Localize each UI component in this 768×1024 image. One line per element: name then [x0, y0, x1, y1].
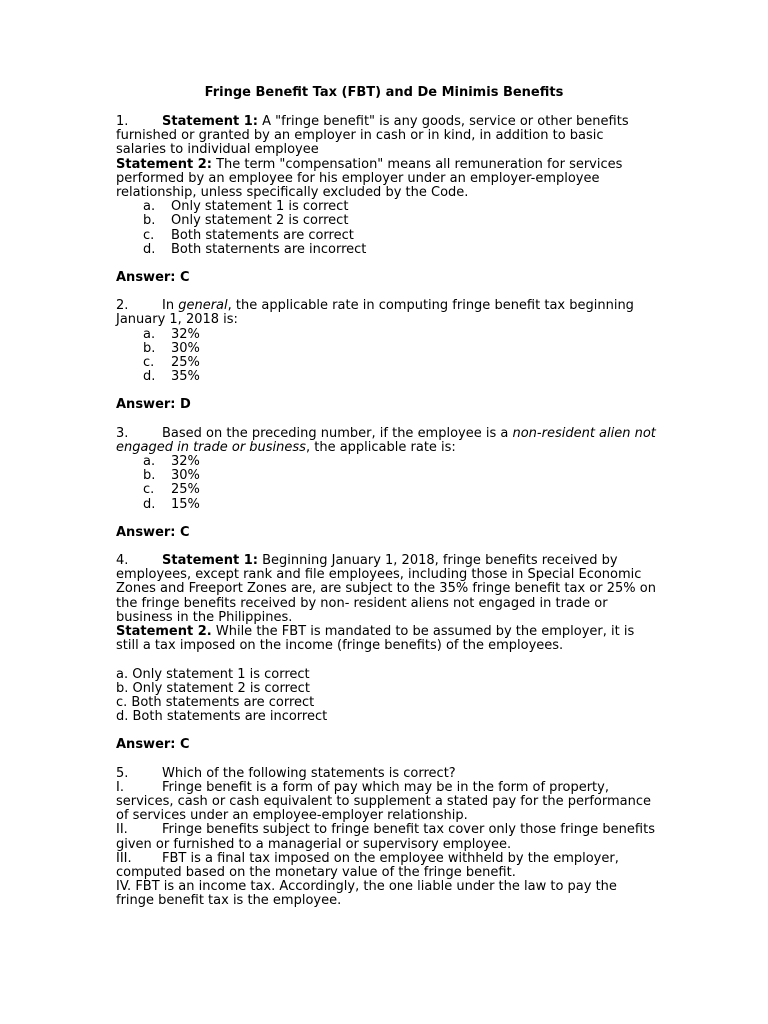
q5-number: 5. — [116, 765, 129, 781]
question-5 — [116, 767, 656, 909]
q1-number: 1. — [116, 114, 129, 129]
q5-item-4: IV. FBT is an income tax. Accordingly, the one liable under the law to pay the fringe benefit tax is the employee. — [116, 879, 617, 909]
option-letter: c. — [143, 227, 155, 243]
q1-answer — [116, 271, 656, 285]
option-letter: c. — [143, 482, 155, 498]
document-title: Fringe Benefit Tax (FBT) and De Minimis Benefits — [204, 85, 564, 100]
option-letter: b. — [143, 340, 156, 356]
option-letter: d. — [143, 241, 156, 257]
option-text: 25% — [171, 355, 200, 371]
option-letter: b. — [143, 213, 156, 229]
roman-numeral: I. — [116, 779, 124, 795]
q2-answer — [116, 398, 656, 412]
answer-text: Answer: C — [116, 524, 190, 540]
q4-option-a: a. Only statement 1 is correct — [116, 666, 310, 682]
answer-text: Answer: D — [116, 397, 191, 413]
q3-option-a — [116, 455, 656, 469]
item-text: Fringe benefits subject to fringe benefit tax cover only those fringe benefits given or furnished to a managerial or supervisory employee. — [116, 822, 655, 852]
option-text: Both statements are correct — [171, 227, 354, 243]
q2-text-1: In — [162, 298, 179, 314]
roman-numeral: III. — [116, 850, 132, 866]
document-body — [116, 115, 656, 909]
q4-option-c: c. Both statements are correct — [116, 694, 315, 710]
option-text: Only statement 1 is correct — [171, 199, 349, 215]
q2-text-2: , the applicable rate in computing fringe benefit tax beginning January 1, 2018 is: — [116, 298, 634, 328]
q3-text — [116, 427, 656, 455]
option-text: 25% — [171, 482, 200, 498]
q4-statement-2 — [116, 625, 656, 653]
q5-item-3 — [116, 852, 656, 880]
q4-answer — [116, 738, 656, 752]
q3-answer — [116, 526, 656, 540]
option-letter: c. — [143, 355, 155, 371]
option-text: Both staternents are incorrect — [171, 241, 367, 257]
option-text: 15% — [171, 496, 200, 512]
q2-option-d — [116, 370, 656, 384]
q1-statement-2 — [116, 158, 656, 201]
q1-option-a — [116, 200, 656, 214]
q2-text — [116, 299, 656, 327]
question-4 — [116, 554, 656, 752]
answer-text: Answer: C — [116, 737, 190, 753]
q3-number: 3. — [116, 425, 129, 441]
q1-option-d — [116, 243, 656, 257]
option-letter: a. — [143, 454, 156, 470]
q1-s2-label: Statement 2: — [116, 156, 212, 172]
question-3 — [116, 427, 656, 540]
q1-option-c — [116, 229, 656, 243]
q2-options — [116, 328, 656, 385]
q3-option-b — [116, 469, 656, 483]
answer-text: Answer: C — [116, 270, 190, 286]
q1-s2-text: The term "compensation" means all remuneration for services performed by an employee for his employer under an employer-employee relationship, unless specifically excluded by the Code. — [116, 156, 623, 201]
q1-s1-text: A "fringe benefit" is any goods, service or other benefits furnished or granted by an employer in cash or in kind, in addition to basic salaries to individual employee — [116, 114, 629, 158]
q3-options — [116, 455, 656, 512]
q3-text-2: , the applicable rate is: — [305, 439, 456, 455]
option-text: 32% — [171, 326, 200, 342]
q4-s1-label: Statement 1: — [162, 553, 258, 569]
q2-text-italic: general — [178, 298, 228, 314]
q2-option-b — [116, 342, 656, 356]
q3-text-1: Based on the preceding number, if the employee is a — [162, 425, 513, 441]
q5-item-2 — [116, 823, 656, 851]
q4-number: 4. — [116, 553, 129, 569]
option-letter: a. — [143, 326, 156, 342]
q3-option-d — [116, 498, 656, 512]
q4-option-d: d. Both statements are incorrect — [116, 709, 328, 725]
q4-s2-label: Statement 2. — [116, 624, 212, 640]
option-letter: d. — [143, 496, 156, 512]
q1-statement-1 — [116, 115, 656, 158]
q4-statement-1 — [116, 554, 656, 625]
option-letter: d. — [143, 369, 156, 385]
q5-question: Which of the following statements is correct? — [162, 765, 456, 781]
option-letter: a. — [143, 199, 156, 215]
q1-s1-label: Statement 1: — [162, 114, 258, 129]
q3-text-italic: non-resident alien not engaged in trade or business — [116, 425, 656, 455]
roman-numeral: II. — [116, 822, 128, 838]
q3-option-c — [116, 483, 656, 497]
item-text: Fringe benefit is a form of pay which may be in the form of property, services, cash or cash equivalent to supplement a stated pay for the performance of services under an employee-employer relationship. — [116, 779, 652, 824]
question-1 — [116, 115, 656, 285]
question-2 — [116, 299, 656, 412]
q5-item-1 — [116, 781, 656, 824]
option-text: 32% — [171, 454, 200, 470]
q1-options — [116, 200, 656, 257]
q4-s1-text: Beginning January 1, 2018, fringe benefits received by employees, except rank and file employees, including those in Special Economic Zones and Freeport Zones are, are subject to the 35% fringe benefit tax or 25% on the fringe benefits received by non- resident aliens not engaged in trade or business in the Philippines. — [116, 553, 656, 625]
option-text: Only statement 2 is correct — [171, 213, 349, 229]
q1-option-b — [116, 214, 656, 228]
q2-option-a — [116, 328, 656, 342]
q4-option-b: b. Only statement 2 is correct — [116, 680, 310, 696]
option-text: 30% — [171, 468, 200, 484]
q2-number: 2. — [116, 298, 129, 314]
item-text: FBT is a final tax imposed on the employee withheld by the employer, computed based on the monetary value of the fringe benefit. — [116, 850, 619, 880]
option-letter: b. — [143, 468, 156, 484]
option-text: 30% — [171, 340, 200, 356]
q2-option-c — [116, 356, 656, 370]
option-text: 35% — [171, 369, 200, 385]
q5-text — [116, 767, 656, 781]
q4-s2-text: While the FBT is mandated to be assumed by the employer, it is still a tax imposed on the income (fringe benefits) of the employees. — [116, 624, 635, 654]
